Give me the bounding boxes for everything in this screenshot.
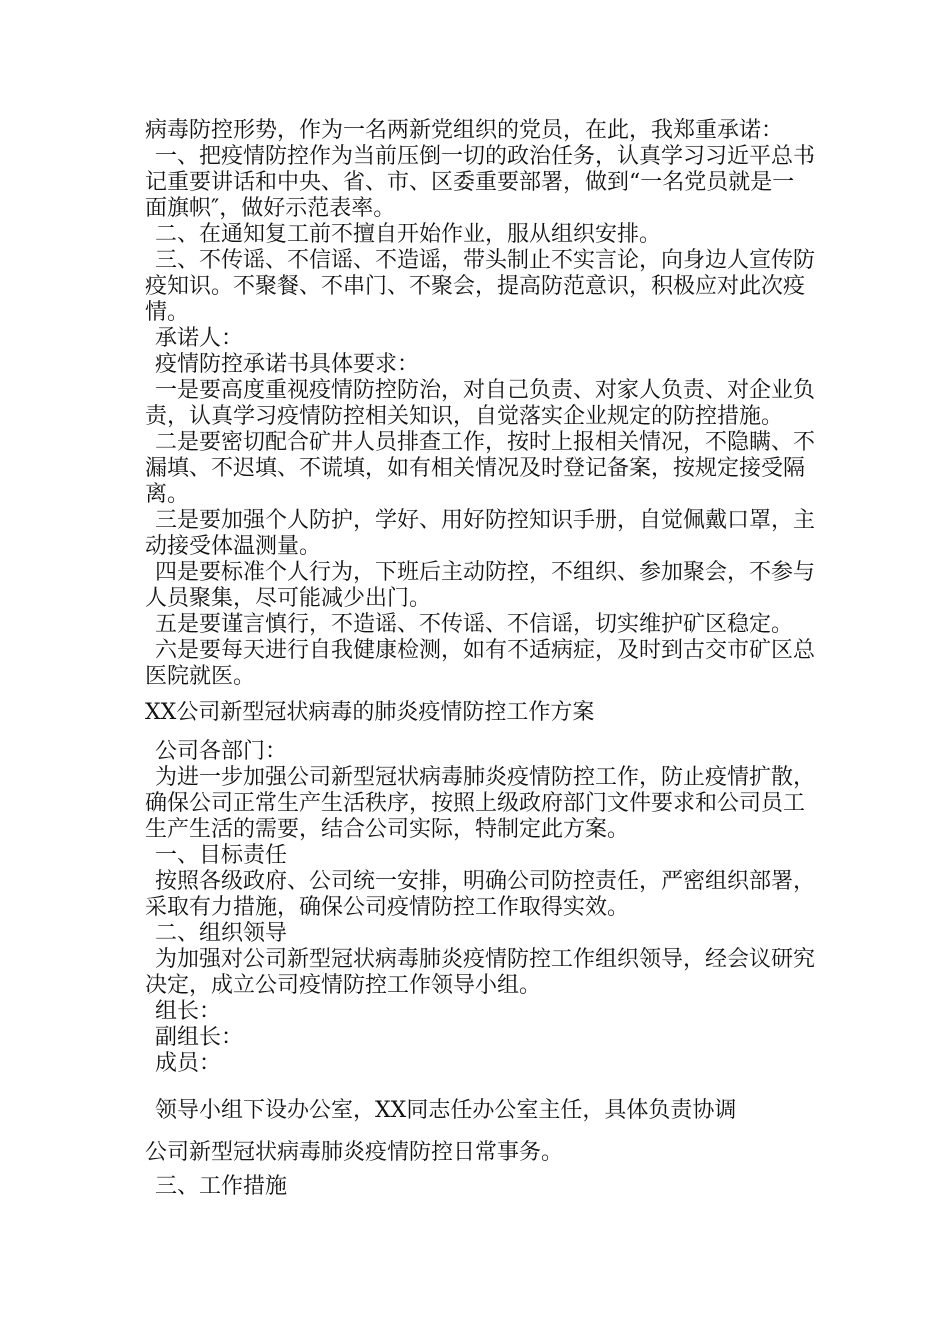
paragraph: 为加强对公司新型冠状病毒肺炎疫情防控工作组织领导，经会议研究决定，成立公司疫情防控工作领导小组。 (145, 947, 816, 998)
section-heading: 一、目标责任 (155, 843, 288, 868)
paragraph: 一、把疫情防控作为当前压倒一切的政治任务，认真学习习近平总书记重要讲话和中央、省、市、区委重要部署，做到“一名党员就是一面旗帜″，做好示范表率。 (145, 144, 816, 221)
paragraph: 组长： (155, 999, 222, 1024)
paragraph: 为进一步加强公司新型冠状病毒肺炎疫情防控工作，防止疫情扩散，确保公司正常生产生活秩序，按照上级政府部门文件要求和公司员工生产生活的需要，结合公司实际，特制定此方案。 (145, 765, 816, 842)
paragraph: 副组长： (155, 1025, 244, 1050)
paragraph: 四是要标准个人行为，下班后主动防控，不组织、参加聚会，不参与人员聚集，尽可能减少出门。 (145, 560, 816, 611)
paragraph: 五是要谨言慎行，不造谣、不传谣、不信谣，切实维护矿区稳定。 (155, 612, 794, 637)
paragraph: 领导小组下设办公室，XX同志任办公室主任，具体负责协调 (155, 1098, 737, 1123)
document-title: XX公司新型冠状病毒的肺炎疫情防控工作方案 (145, 700, 595, 725)
paragraph: 病毒防控形势，作为一名两新党组织的党员，在此，我郑重承诺： (145, 118, 784, 143)
section-heading: 三、工作措施 (155, 1174, 288, 1199)
paragraph: 一是要高度重视疫情防控防治，对自己负责、对家人负责、对企业负责，认真学习疫情防控相关知识，自觉落实企业规定的防控措施。 (145, 378, 816, 429)
paragraph: 二、在通知复工前不擅自开始作业，服从组织安排。 (155, 222, 662, 247)
paragraph: 三是要加强个人防护，学好、用好防控知识手册，自觉佩戴口罩，主动接受体温测量。 (145, 508, 816, 559)
paragraph: 公司新型冠状病毒肺炎疫情防控日常事务。 (145, 1140, 564, 1165)
document-body (145, 118, 815, 1200)
paragraph: 六是要每天进行自我健康检测，如有不适病症，及时到古交市矿区总医院就医。 (145, 638, 816, 689)
section-heading: 二、组织领导 (155, 921, 288, 946)
paragraph: 承诺人： (155, 326, 244, 351)
paragraph: 成员： (155, 1051, 222, 1076)
paragraph: 按照各级政府、公司统一安排，明确公司防控责任，严密组织部署，采取有力措施，确保公司疫情防控工作取得实效。 (145, 869, 816, 920)
paragraph: 三、不传谣、不信谣、不造谣，带头制止不实言论，向身边人宣传防疫知识。不聚餐、不串门、不聚会，提高防范意识，积极应对此次疫情。 (145, 248, 816, 325)
paragraph: 疫情防控承诺书具体要求： (155, 352, 420, 377)
paragraph: 二是要密切配合矿井人员排查工作，按时上报相关情况，不隐瞒、不漏填、不迟填、不谎填，如有相关情况及时登记备案，按规定接受隔离。 (145, 430, 816, 507)
paragraph: 公司各部门： (155, 739, 288, 764)
